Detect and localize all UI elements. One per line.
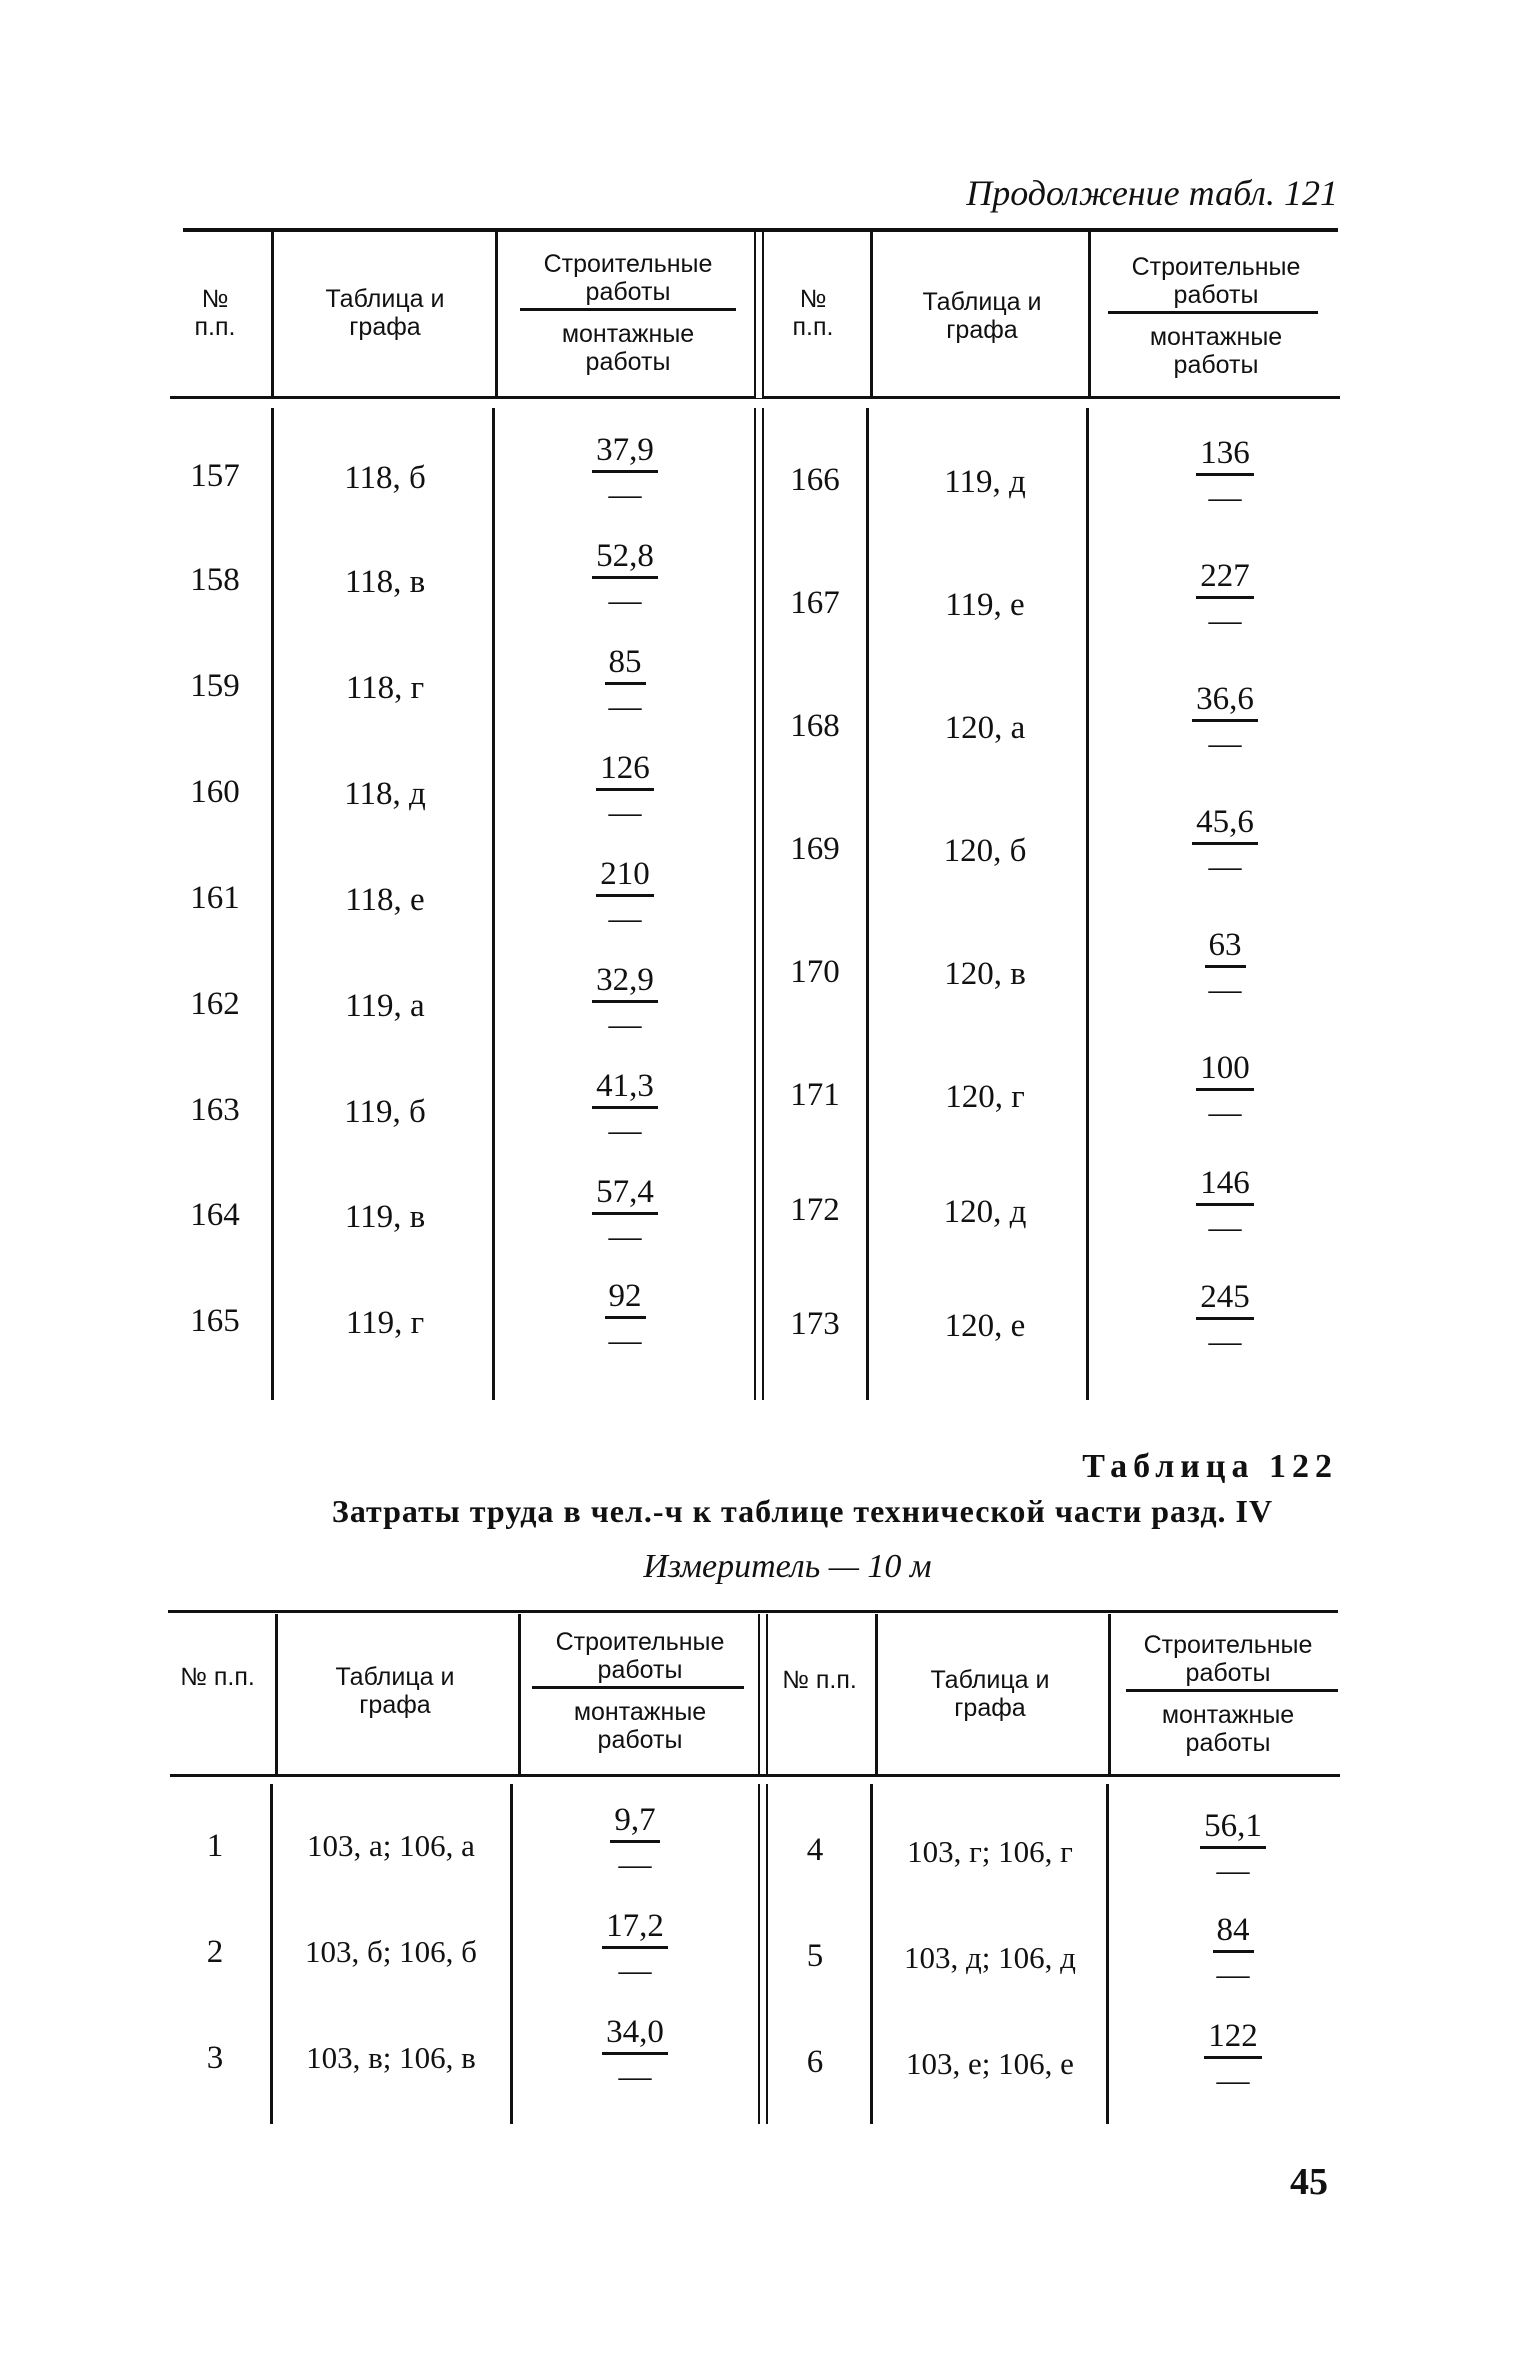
building-value: 45,6 xyxy=(1192,802,1258,845)
row-number: 173 xyxy=(790,1306,840,1342)
mounting-value: — xyxy=(1208,603,1242,639)
building-value: 9,7 xyxy=(610,1800,659,1843)
row-number: 4 xyxy=(806,1832,824,1868)
row-number: 167 xyxy=(790,585,840,621)
mounting-value: — xyxy=(618,1953,652,1989)
building-value: 41,3 xyxy=(592,1066,658,1109)
mounting-value: — xyxy=(1208,726,1242,762)
header-num: № п.п. xyxy=(194,285,236,341)
table-122-number: Таблица 122 xyxy=(1082,1448,1338,1485)
row-table-ref: 103, в; 106, в xyxy=(306,2040,476,2075)
mounting-value: — xyxy=(1208,1324,1242,1360)
row-table-ref: 119, е xyxy=(945,587,1025,623)
building-value: 100 xyxy=(1196,1048,1254,1091)
row-table-ref: 118, е xyxy=(345,882,425,918)
mounting-value: — xyxy=(1208,1210,1242,1246)
header-building: Строительные работы xyxy=(1131,253,1301,309)
building-value: 37,9 xyxy=(592,430,658,473)
row-table-ref: 120, б xyxy=(943,833,1027,869)
row-table-ref: 118, г xyxy=(345,670,425,706)
header-table: Таблица и графа xyxy=(335,1663,455,1719)
header-mounting: монтажные работы xyxy=(1161,1701,1295,1757)
row-number: 163 xyxy=(190,1092,240,1128)
mounting-value: — xyxy=(608,901,642,937)
header-building: Строительные работы xyxy=(1143,1631,1313,1687)
building-value: 92 xyxy=(605,1276,646,1319)
building-value: 210 xyxy=(596,854,654,897)
building-value: 122 xyxy=(1204,2016,1262,2059)
row-table-ref: 119, в xyxy=(344,1199,426,1235)
header-num: № п.п. xyxy=(180,1663,255,1691)
mounting-value: — xyxy=(1208,972,1242,1008)
mounting-value: — xyxy=(608,689,642,725)
row-number: 160 xyxy=(190,774,240,810)
row-table-ref: 120, в xyxy=(944,956,1026,992)
mounting-value: — xyxy=(1208,1095,1242,1131)
building-value: 34,0 xyxy=(602,2012,668,2055)
row-number: 162 xyxy=(190,986,240,1022)
row-number: 165 xyxy=(190,1303,240,1339)
mounting-value: — xyxy=(1216,1853,1250,1889)
mounting-value: — xyxy=(608,1007,642,1043)
row-table-ref: 118, в xyxy=(344,564,426,600)
building-value: 136 xyxy=(1196,433,1254,476)
row-table-ref: 103, г; 106, г xyxy=(907,1834,1073,1869)
row-number: 169 xyxy=(790,831,840,867)
building-value: 84 xyxy=(1213,1910,1254,1953)
building-value: 57,4 xyxy=(592,1172,658,1215)
row-number: 170 xyxy=(790,954,840,990)
row-table-ref: 103, д; 106, д xyxy=(904,1940,1076,1975)
building-value: 63 xyxy=(1205,925,1246,968)
header-building: Строительные работы xyxy=(543,250,713,306)
building-value: 32,9 xyxy=(592,960,658,1003)
mounting-value: — xyxy=(1216,2063,1250,2099)
row-table-ref: 119, д xyxy=(944,464,1026,500)
mounting-value: — xyxy=(618,1847,652,1883)
row-table-ref: 118, б xyxy=(344,460,426,496)
mounting-value: — xyxy=(1208,849,1242,885)
building-value: 245 xyxy=(1196,1277,1254,1320)
row-table-ref: 118, д xyxy=(344,776,426,812)
row-table-ref: 103, е; 106, е xyxy=(906,2046,1074,2081)
row-table-ref: 120, д xyxy=(943,1194,1027,1230)
header-mounting: монтажные работы xyxy=(573,1698,707,1754)
row-table-ref: 120, а xyxy=(944,710,1026,746)
page-number: 45 xyxy=(1290,2161,1328,2203)
building-value: 36,6 xyxy=(1192,679,1258,722)
mounting-value: — xyxy=(1216,1957,1250,1993)
row-number: 1 xyxy=(206,1828,224,1864)
row-table-ref: 103, б; 106, б xyxy=(305,1934,477,1969)
row-number: 157 xyxy=(190,458,240,494)
header-table: Таблица и графа xyxy=(930,1666,1050,1722)
mounting-value: — xyxy=(618,2059,652,2095)
building-value: 126 xyxy=(596,748,654,791)
mounting-value: — xyxy=(608,477,642,513)
mounting-value: — xyxy=(608,1113,642,1149)
row-number: 3 xyxy=(206,2040,224,2076)
header-table: Таблица и графа xyxy=(922,288,1042,344)
building-value: 146 xyxy=(1196,1163,1254,1206)
row-number: 2 xyxy=(206,1934,224,1970)
mounting-value: — xyxy=(608,1323,642,1359)
header-num: № п.п. xyxy=(782,1666,857,1694)
row-table-ref: 120, е xyxy=(944,1308,1026,1344)
row-table-ref: 103, а; 106, а xyxy=(307,1828,475,1863)
row-number: 5 xyxy=(806,1938,824,1974)
row-number: 168 xyxy=(790,708,840,744)
row-table-ref: 119, г xyxy=(345,1305,425,1341)
building-value: 56,1 xyxy=(1200,1806,1266,1849)
row-number: 159 xyxy=(190,668,240,704)
header-building: Строительные работы xyxy=(555,1628,725,1684)
row-number: 161 xyxy=(190,880,240,916)
row-table-ref: 120, г xyxy=(945,1079,1025,1115)
continuation-caption: Продолжение табл. 121 xyxy=(966,173,1338,213)
table-122-measure: Измеритель — 10 м xyxy=(643,1548,932,1585)
row-number: 172 xyxy=(790,1192,840,1228)
building-value: 85 xyxy=(605,642,646,685)
row-number: 166 xyxy=(790,462,840,498)
row-table-ref: 119, а xyxy=(345,988,425,1024)
header-mounting: монтажные работы xyxy=(1149,323,1283,379)
mounting-value: — xyxy=(1208,480,1242,516)
row-number: 158 xyxy=(190,562,240,598)
header-num: № п.п. xyxy=(792,285,834,341)
mounting-value: — xyxy=(608,1219,642,1255)
mounting-value: — xyxy=(608,583,642,619)
building-value: 52,8 xyxy=(592,536,658,579)
building-value: 17,2 xyxy=(602,1906,668,1949)
building-value: 227 xyxy=(1196,556,1254,599)
row-number: 164 xyxy=(190,1197,240,1233)
row-table-ref: 119, б xyxy=(344,1094,426,1130)
mounting-value: — xyxy=(608,795,642,831)
header-table: Таблица и графа xyxy=(325,285,445,341)
header-mounting: монтажные работы xyxy=(561,320,695,376)
row-number: 171 xyxy=(790,1077,840,1113)
row-number: 6 xyxy=(806,2044,824,2080)
table-122-title: Затраты труда в чел.-ч к таблице технической части разд. IV xyxy=(331,1493,1274,1529)
